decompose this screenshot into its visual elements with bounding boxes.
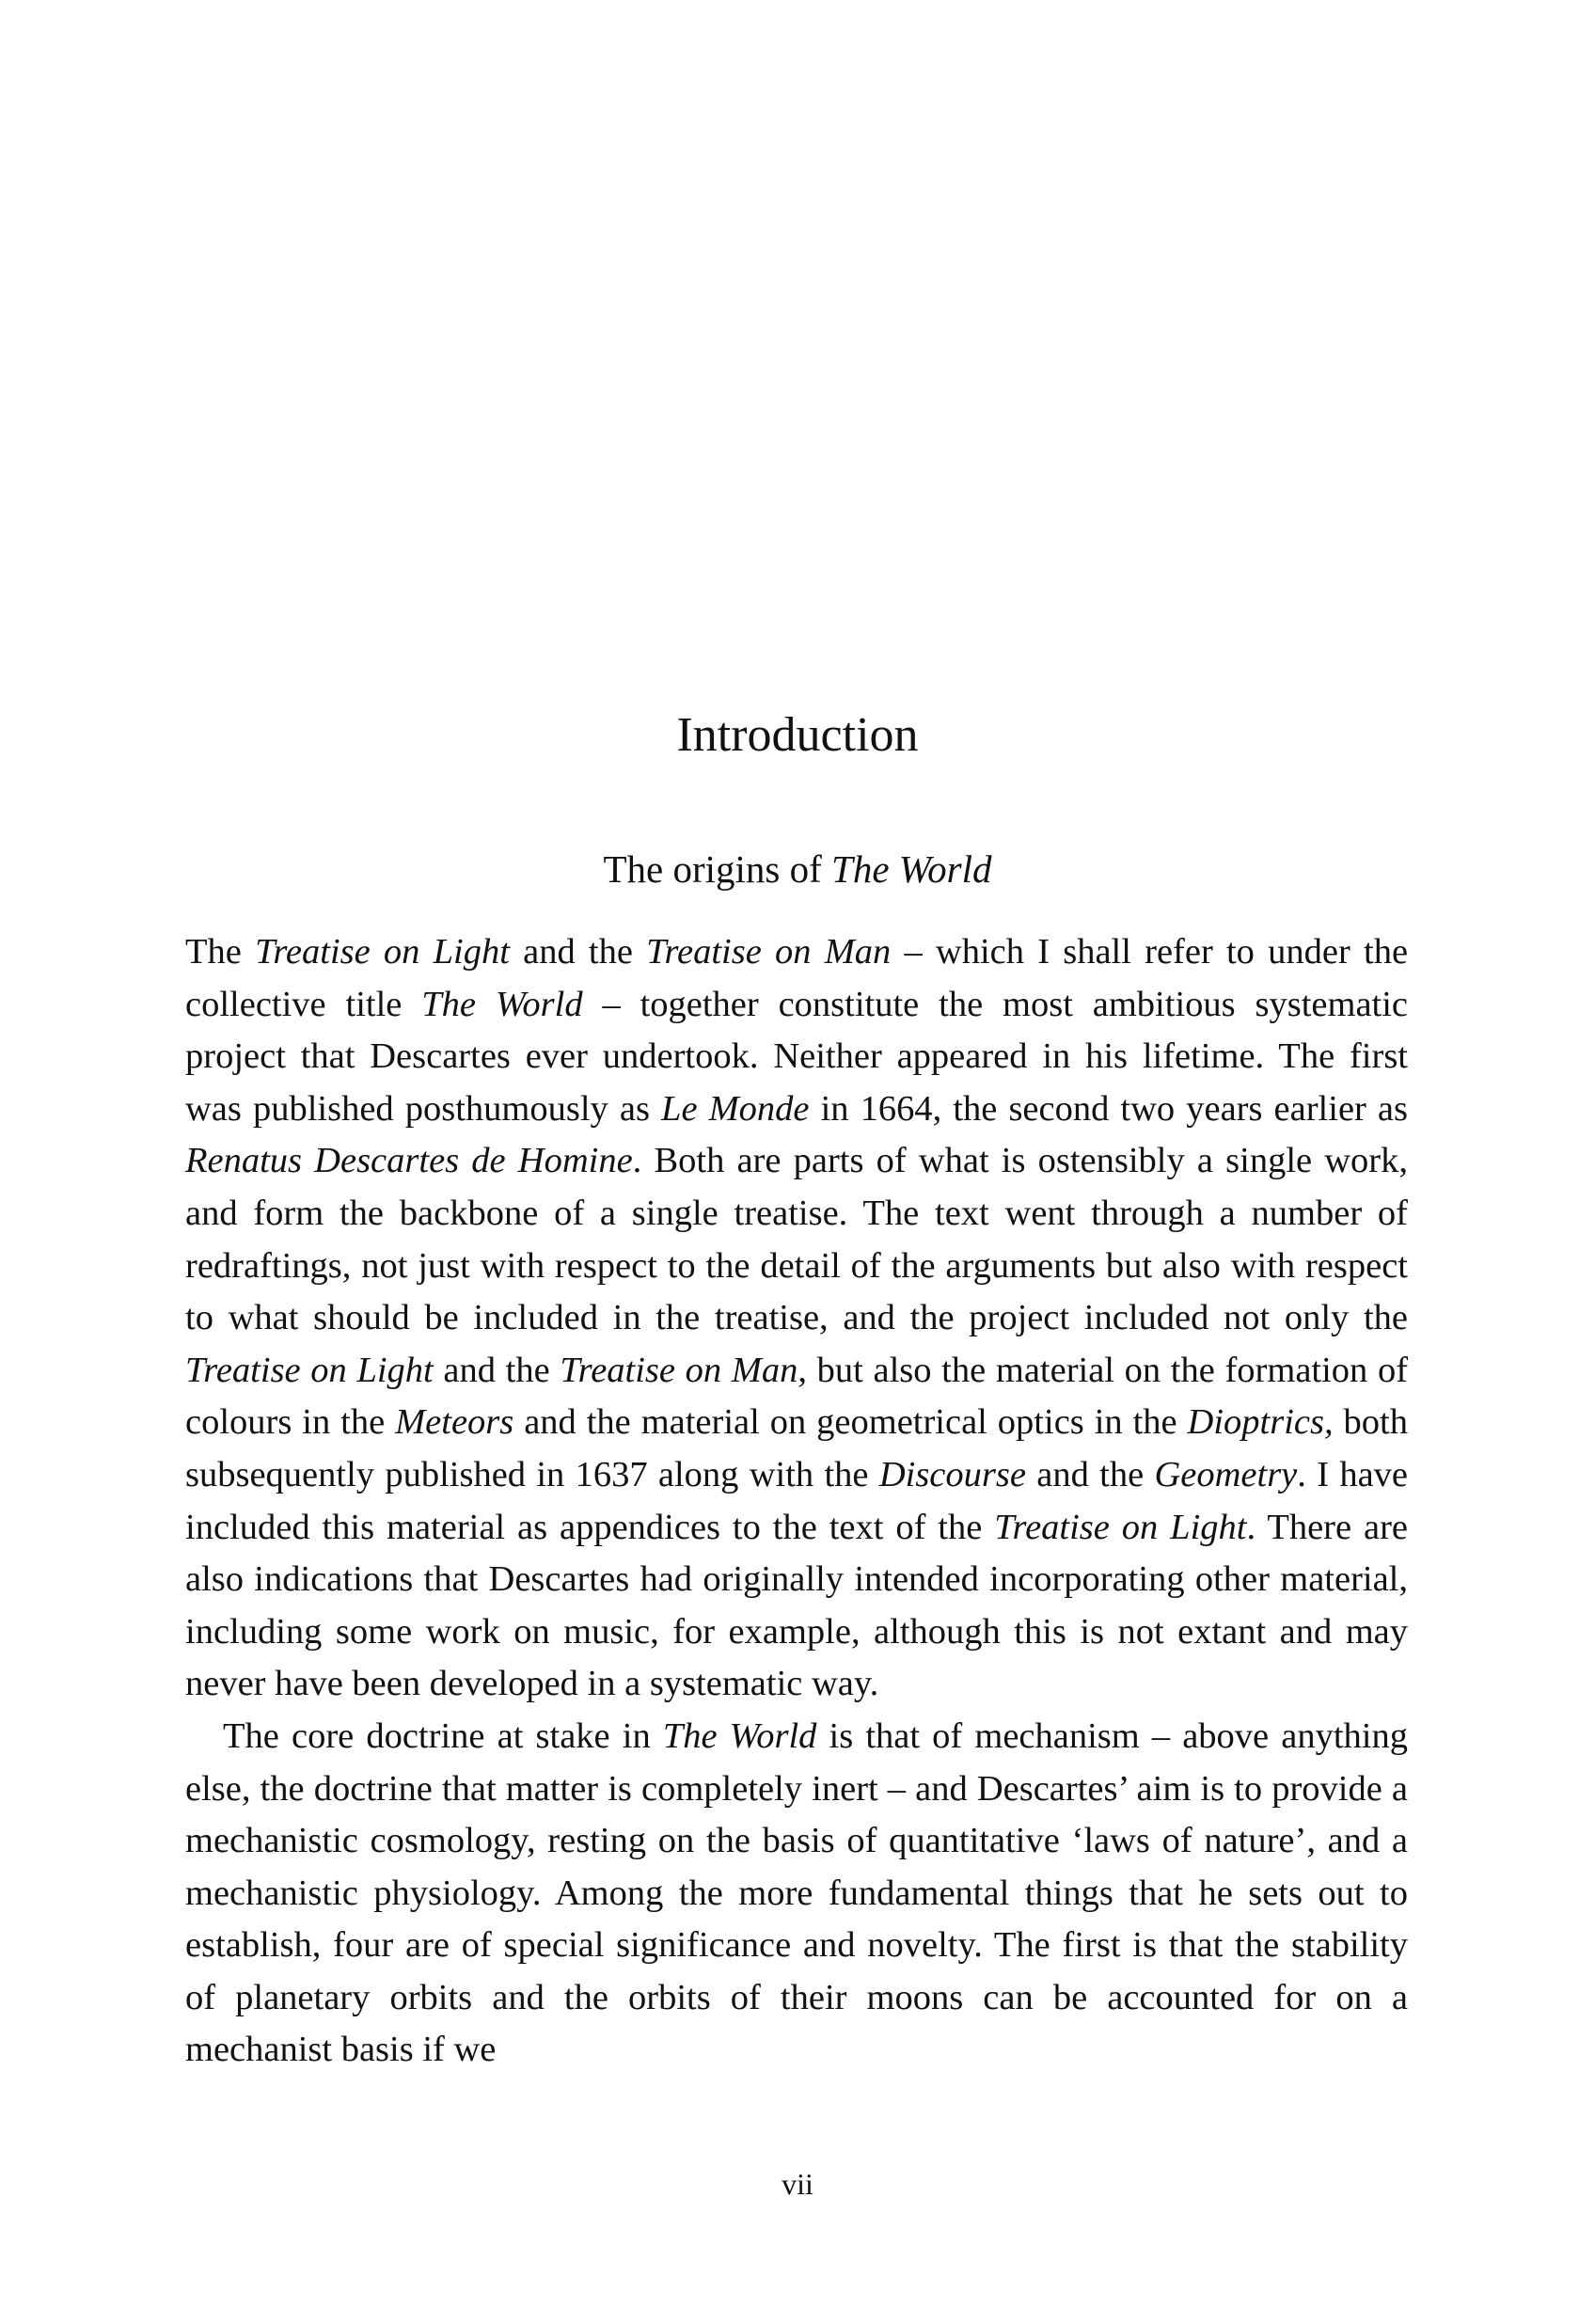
italic-title: Treatise on Light [994,1507,1247,1547]
chapter-title: Introduction [676,708,919,762]
text-run: – which I shall refer to under the collective title [185,932,1409,1024]
section-heading-title: The World [831,847,992,891]
italic-title: Treatise on Man [560,1350,798,1390]
page-number: vii [782,2167,813,2201]
italic-title: Treatise on Light [185,1350,434,1390]
italic-title: Geometry [1154,1454,1298,1494]
text-run: The core doctrine at stake in [223,1715,663,1756]
text-run: . Both are parts of what is ostensibly a single work, and form the backbone of a single treatise. The text went through a number of redraftings, not just with respect to the detail of the arguments but also with respect to what should be included in the treatise, and the project included not only the [185,1141,1408,1338]
body-text [185,926,1408,2077]
text-run: – together constitute the most ambitious systematic project that Descartes ever undertook. Neither appeared in his lifetime. The first was published posthumously as [185,984,1409,1129]
italic-title: The World [421,984,583,1024]
text-run: is that of mechanism – above anything else, the doctrine that matter is completely inert – and Descartes’ aim is to provide a mechanistic cosmology, resting on the basis of quantitative ‘laws of nature’, and a mechanistic physiology. Among the more fundamental things that he sets out to establish, four are of special significance and novelty. The first is that the stability of planetary orbits and the orbits of their moons can be accounted for on a mechanist basis if we [185,1715,1408,2070]
text-run: and the [509,932,647,972]
section-heading [0,845,1595,893]
italic-title: Renatus Descartes de Homine [185,1141,633,1181]
text-run: . I have included this material as appendices to the text of the [185,1454,1409,1547]
text-run: in 1664, the second two years earlier as [809,1088,1409,1129]
italic-title: The World [662,1715,817,1756]
text-run: , but also the material on the formation of colours in the [185,1350,1409,1443]
paragraph-1 [185,926,1408,1711]
text-run: and the [1025,1454,1155,1494]
italic-title: Dioptrics, [1187,1402,1334,1443]
text-run: . There are also indications that Descartes had originally intended incorporating other material, including some work on music, for example, although this is not extant and may never have been developed in a systematic way. [185,1507,1408,1704]
italic-title: Treatise on Man [646,932,892,972]
italic-title: Meteors [395,1402,514,1443]
text-run: and the [433,1350,561,1390]
text-run: both subsequently published in 1637 along with the [185,1402,1408,1494]
text-run: The [185,932,256,972]
section-heading-prefix: The origins of [603,847,832,891]
italic-title: Le Monde [661,1088,810,1129]
text-run: and the material on geometrical optics in the [513,1402,1188,1443]
paragraph-2 [185,1711,1408,2077]
italic-title: Treatise on Light [255,932,510,972]
italic-title: Discourse [878,1454,1026,1494]
